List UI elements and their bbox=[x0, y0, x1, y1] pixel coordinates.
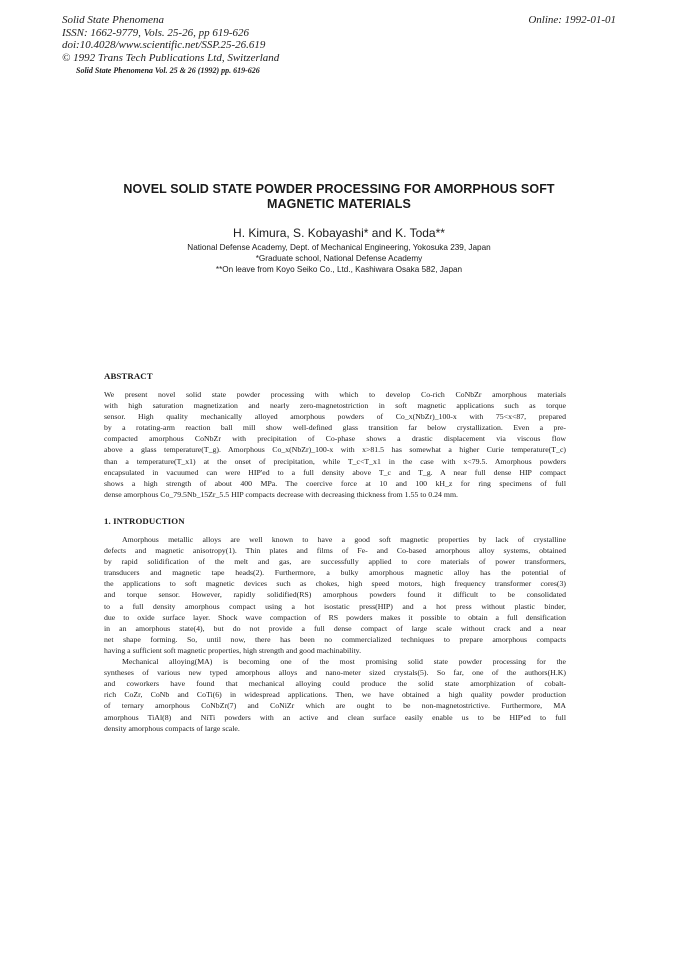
text-line: having a sufficient soft magnetic properties, high strength and good machinability. bbox=[104, 645, 362, 655]
text-line: sensor. High quality mechanically alloyed amorphous powders of Co_x(NbZr)_100-x with 75<x<87, prepared bbox=[104, 412, 566, 422]
text-line: net shape forming. So, until now, there has been no commercialized techniques to prepare amorphous compacts bbox=[104, 634, 566, 644]
text-line: and torque sensor. However, rapidly solidified(RS) amorphous powders found it difficult to be consolidated bbox=[104, 590, 566, 600]
text-line: by rapid solidification of the melt and gas, are successfully applied to core materials of power transformers, bbox=[104, 557, 566, 567]
introduction-body bbox=[104, 534, 566, 734]
text-line: amorphous TiAl(8) and NiTi powders with an active and clean surface easily enable us to be HIP'ed to full bbox=[104, 712, 566, 722]
affiliations bbox=[70, 242, 608, 275]
abstract-body bbox=[104, 389, 566, 500]
text-line: Amorphous metallic alloys are well known to have a good soft magnetic properties by lack of crystalline bbox=[122, 535, 566, 544]
text-line: by a rotating-arm reaction ball mill show well-defined glass transition far below crystallization. Even a pre- bbox=[104, 423, 566, 433]
abstract-heading: ABSTRACT bbox=[104, 371, 153, 381]
text-line: and coworkers have found that mechanical alloying could produce the solid state amorphization of cobalt- bbox=[104, 679, 566, 689]
text-line: the applications to soft magnetic devices such as chokes, high speed motors, high frequency transformer cores(3) bbox=[104, 579, 566, 589]
text-line: with high saturation magnetization and nearly zero-magnetostriction in soft magnetic applications such as torque bbox=[104, 401, 566, 411]
title-line: MAGNETIC MATERIALS bbox=[267, 197, 411, 211]
copyright-line: © 1992 Trans Tech Publications Ltd, Switzerland bbox=[62, 51, 280, 64]
text-line: Mechanical alloying(MA) is becoming one of the most promising solid state powder processing for the bbox=[122, 657, 566, 667]
paper-title bbox=[70, 182, 608, 212]
text-line: in an amorphous state(4), but do not provide a full dense compact of large scale without crack and a near bbox=[104, 623, 566, 633]
journal-name: Solid State Phenomena bbox=[62, 14, 165, 26]
title-line: NOVEL SOLID STATE POWDER PROCESSING FOR AMORPHOUS SOFT bbox=[123, 182, 555, 196]
online-date: Online: 1992-01-01 bbox=[528, 14, 616, 26]
affiliation-line: National Defense Academy, Dept. of Mechanical Engineering, Yokosuka 239, Japan bbox=[187, 243, 491, 252]
doi-line: doi:10.4028/www.scientific.net/SSP.25-26.619 bbox=[62, 39, 266, 51]
text-line: We present novel solid state powder processing with which to develop Co-rich CoNbZr amorphous materials bbox=[104, 390, 566, 399]
journal-header bbox=[62, 14, 622, 78]
affiliation-line: **On leave from Koyo Seiko Co., Ltd., Kashiwara Osaka 582, Japan bbox=[215, 265, 463, 274]
text-line: rich CoZr, CoNb and CoTi(6) in widespread applications. Then, we have obtained a high quality powder production bbox=[104, 690, 566, 700]
text-line: compacted amorphous CoNbZr with precipitation of Co-phase shows a drastic displacement via viscous flow bbox=[104, 434, 566, 444]
text-line: defects and magnetic anisotropy(1). Thin plates and films of Fe- and Co-based amorphous alloy systems, obtained bbox=[104, 546, 566, 556]
text-line: encapsulated in vacuumed can were HIP'ed to a full density above T_c and T_g. A near full dense HIP compact bbox=[104, 467, 566, 477]
text-line: to a full density amorphous compact using a hot isostatic press(HIP) and a hot press without plastic binder, bbox=[104, 601, 566, 611]
text-line: transducers and magnetic tape heads(2). Furthermore, a bulky amorphous magnetic alloy has the potential of bbox=[104, 568, 566, 578]
issn-line: ISSN: 1662-9779, Vols. 25-26, pp 619-626 bbox=[62, 26, 249, 39]
author-list: H. Kimura, S. Kobayashi* and K. Toda** bbox=[233, 226, 445, 240]
text-line: due to oxide surface layer. Shock wave compaction of RS powders makes it possible to obtain a full densification bbox=[104, 612, 566, 622]
text-line: density amorphous compacts of large scale. bbox=[104, 723, 240, 733]
affiliation-line: *Graduate school, National Defense Academy bbox=[255, 254, 423, 263]
text-line: than a temperature(T_x1) at the onset of precipitation, while T_c<T_x1 in the case with x<79.5. Amorphous powders bbox=[104, 456, 566, 466]
citation-line: Solid State Phenomena Vol. 25 & 26 (1992) pp. 619-626 bbox=[76, 66, 260, 75]
text-line: shows a high strength of about 400 MPa. The coercive force at 10 and 100 kH_z for ring specimens of full bbox=[104, 478, 566, 488]
text-line: of ternary amorphous CoNbZr(7) and CoNiZr which are ought to be non-magnetostrictive. Furthermore, MA bbox=[104, 701, 566, 711]
introduction-heading: 1. INTRODUCTION bbox=[104, 516, 185, 526]
text-line: dense amorphous Co_79.5Nb_15Zr_5.5 HIP compacts decrease with decreasing thickness from 1.55 to 0.24 mm. bbox=[104, 489, 458, 499]
text-line: above a glass temperature(T_g). Amorphous Co_x(NbZr)_100-x with x>81.5 has somewhat a higher Curie temperature(T_c) bbox=[104, 445, 566, 455]
text-line: syntheses of various new typed amorphous alloys and nano-meter sized crystals(5). So far, one of the authors(H.K) bbox=[104, 668, 566, 678]
